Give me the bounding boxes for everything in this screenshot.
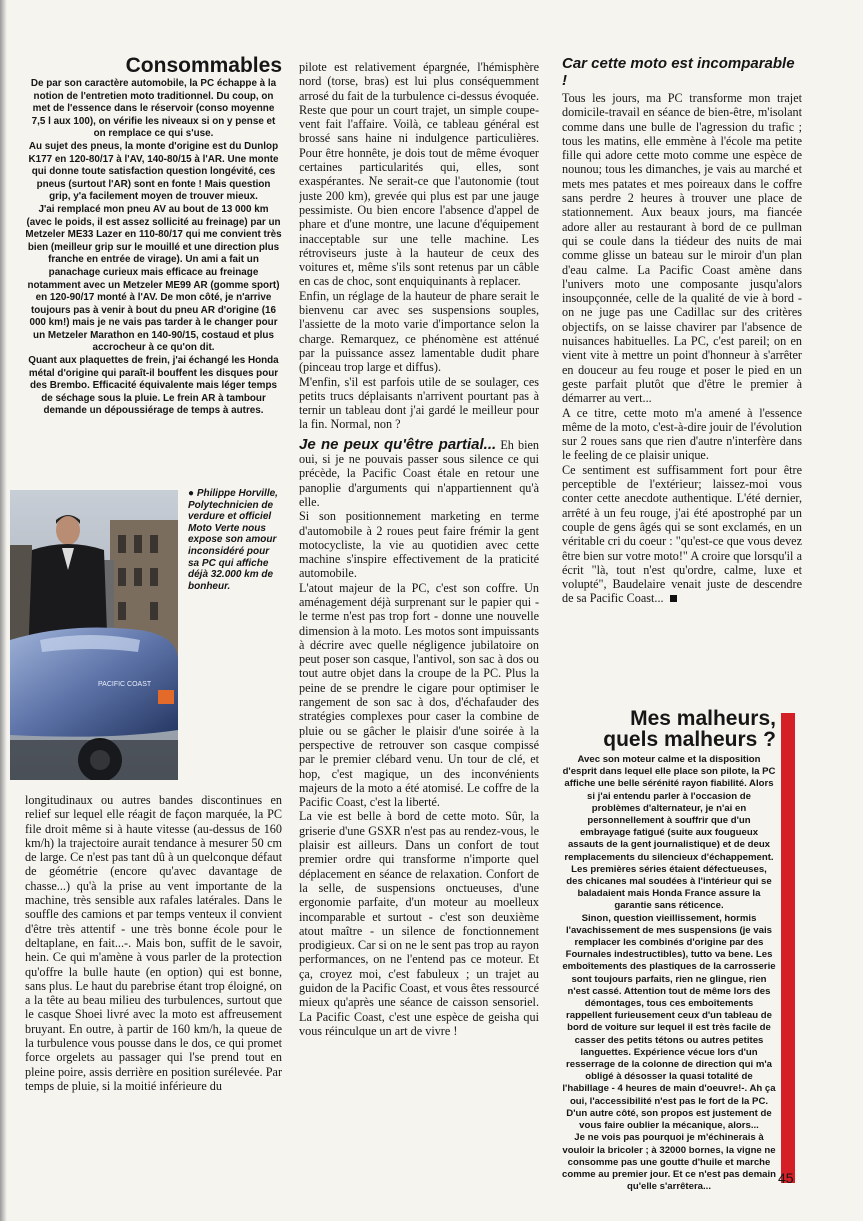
malheurs-paragraph: Avec son moteur calme et la disposition d'esprit dans lequel elle place son pilote, la PC affiche une belle sérénité rayon fiabilité. Alors si j'ai entendu parler à l'occasion de problèmes d'alternateur, je n'ai en personnellement à souffrir que d'un embrayage fatigué (suite aux fougueux assauts de la gent journalistique) et de deux remplacements du silencieux d'échappement. Les premières séries étaient défectueuses, des chicanes mal soudées à l'intérieur qui se baladaient mais Honda France assure la garantie sans réticence. bbox=[562, 754, 776, 912]
article-paragraph: Enfin, un réglage de la hauteur de phare serait le bienvenu car avec ses suspensions souples, l'assiette de la moto varie d'importance selon la charge. Remarquez, ce phénomène est atténué par la puissance assez lamentable dudit phare (pinceau trop large et diffus). bbox=[299, 288, 539, 375]
rider-photo bbox=[10, 490, 178, 780]
article-column-1 bbox=[25, 793, 282, 1093]
subhead-incomparable: Car cette moto est incomparable ! bbox=[562, 55, 795, 89]
subhead-partial: Je ne peux qu'être partial... bbox=[299, 435, 497, 453]
article-paragraph: La vie est belle à bord de cette moto. Sûr, la griserie d'une GSXR n'est pas au rendez-vous, le plaisir est ailleurs. Dans un confort de tout premier ordre qui transforme n'importe quel déplacement en séance de relaxation. Confort de la selle, de suspensions onctueuses, d'une ergonomie parfaite, d'un moteur au moelleux incomparable et surtout - c'est son deuxième atout maître - un silence de fonctionnement prodigieux. Car si on ne le sent pas trop au rayon performances, on ne l'entend pas ce moteur. Et ça, croyez moi, c'est fabuleux ; un trajet au guidon de la Pacific Coast, et vous êtes ressourcé mieux qu'après une séance de caisson sensoriel. La Pacific Coast, c'est une espèce de geisha qui vous réinculque un art de vivre ! bbox=[299, 809, 539, 1038]
article-paragraph: longitudinaux ou autres bandes discontinues en relief sur lequel elle réagit de façon marquée, la PC file droit même si à haute vitesse (au-dessus de 160 km/h) la trajectoire aurait tendance à mesurer 50 cm de large. Ce n'est pas tant dû à un quelconque défaut de géométrie (encore qu'avec davantage de chasse...) qu'à la prise au vent importante de la machine, très sensible aux rafales latérales. Dans le souffle des camions et par temps venteux il convient d'être très attentif - une très bonne école pour le deltaplane, en fait...-. Mais bon, suffit de le savoir, hein. Ce qui m'amène à vous parler de la protection qu'offre la bulle haute (en option) qui est bonne, sans plus. Le haut du parebrise étant trop éloigné, on a la tête au beau milieu des turbulences, surtout que le casque Shoei livré avec la moto est affreusement bruyant. En outre, à partir de 160 km/h, la queue de la turbulence vous pousse dans le dos, ce qui promet force orgelets au passager qui l'se prend tout en pleine poire, assis derrière en position surélevée. Par temps de pluie, si la moitié inférieure du bbox=[25, 793, 282, 1093]
consommables-paragraph: J'ai remplacé mon pneu AV au bout de 13 000 km (avec le poids, il est assez sollicité au freinage) par un Metzeler ME33 Lazer en 110-80/17 qui me convient très bien (meilleur grip sur le mouillé et une direction plus franche en entrée de virage). Un ami a fait un panachage curieux mais efficace au freinage notamment avec un Metzeler ME99 AR (gomme sport) en 120-90/17 monté à l'AV. De mon côté, je n'arrive toujours pas à venir à bout du pneu AR d'origine (16 000 km!) mais je ne vais pas tarder à le changer pour un Metzeler Marathon en 140-90/15, costaud et plus accrocheur à ce qu'on dit. bbox=[25, 203, 282, 354]
rider-photo-illustration bbox=[10, 490, 178, 780]
article-column-2 bbox=[299, 60, 539, 1038]
article-column-3 bbox=[562, 55, 802, 606]
malheurs-paragraph: Je ne vois pas pourquoi je m'échinerais à vouloir la bricoler ; à 32000 bornes, la vigne ne consomme pas une goutte d'huile et marche comme au premier jour. Et ce n'est pas demain qu'elle s'arrêtera... bbox=[562, 1132, 776, 1193]
consommables-box bbox=[25, 55, 282, 418]
consommables-title: Consommables bbox=[125, 55, 282, 77]
bullet-icon: ● bbox=[188, 488, 197, 499]
consommables-paragraph: Quant aux plaquettes de frein, j'ai échangé les Honda métal d'origine qui paraît-il bouffent les disques pour des Brembo. Efficacité équivalente mais léger temps de séchage sous la pluie. Le frein AR à tambour demande un dépoussiérage de temps à autres. bbox=[28, 355, 279, 417]
malheurs-title-line-2: quels malheurs ? bbox=[603, 728, 776, 751]
malheurs-paragraph: Sinon, question vieillissement, hormis l'avachissement de mes suspensions (je vais remplacer les combinés d'origine par des Fournales indestructibles), tutto va bene. Les emboîtements des plastiques de la carrosserie sont toujours parfaits, rien ne glingue, rien n'est cassé. Attention tout de même lors des démontages, tous ces emboîtements rappellent furieusement ceux d'un tableau de bord de voiture sur lequel il est très facile de casser des petits tétons ou autres petites languettes. Expérience vécue lors d'un resserrage de la colonne de direction qui m'a obligé à désosser la quasi totalité de l'habillage - 4 heures de main d'oeuvre!-. Ah ça oui, l'accessibilité n'est pas le fort de la PC. D'un autre côté, son propos est justement de vous faire oublier la mécanique, alors... bbox=[562, 912, 776, 1132]
page-number: 45 bbox=[778, 1170, 794, 1186]
article-paragraph bbox=[299, 435, 539, 509]
article-paragraph-text: Ce sentiment est suffisamment fort pour être perceptible de l'extérieur; laissez-moi vous conter cette anecdote authentique. L'été dernier, arrêté à un feu rouge, j'ai été apostrophé par un couple de gens âgés qui se sont exclamés, en un véritable cri du coeur : "qu'est-ce que vous devez être bien sur votre moto!" A croire que lorsqu'il a écrit "là, tout n'est qu'ordre, calme, luxe et volupté", Baudelaire venait juste de descendre de sa Pacific Coast... bbox=[562, 462, 802, 606]
article-paragraph: M'enfin, s'il est parfois utile de se soulager, ces petits trucs déplaisants n'arrivent pourtant pas à ternir un tableau dont j'ai gardé le meilleur pour la fin. Normal, non ? bbox=[299, 374, 539, 432]
article-paragraph: A ce titre, cette moto m'a amené à l'essence même de la moto, c'est-à-dire jouir de l'évolution sur 2 roues sans que rien d'autre n'interfère dans le feeling de ce plaisir unique. bbox=[562, 405, 802, 463]
photo-caption-text: Philippe Horville, Polytechnicien de verdure et officiel Moto Verte nous expose son amour inconsidéré pour sa PC qui affiche déjà 32.000 km de bonheur. bbox=[188, 488, 278, 592]
page-binding-shadow bbox=[0, 0, 7, 1221]
red-accent-bar bbox=[781, 713, 795, 1183]
article-paragraph: pilote est relativement épargnée, l'hémisphère nord (torse, bras) est lui plus conséquemment arrosé du fait de la turbulence ci-dessus évoquée. Reste que pour un court trajet, un simple coupe-vent fait l'affaire. Voilà, ce tableau général est brossé sans haine ni indulgence particulières. Pour être honnête, je dois tout de même évoquer certaines particularités qui, elles, sont exaspérantes. Ne serait-ce que l'autonomie (tout juste 200 km), grevée qui plus est par une jauge pessimiste. Ou bien encore l'absence d'appel de phare et d'une montre, une lacune d'équipement inacceptable sur une telle machine. Les rétroviseurs juste à la hauteur de ceux des voitures et, même s'ils sont retenus par un câble en cas de choc, sont enquiquinants à replacer. bbox=[299, 60, 539, 289]
article-paragraph: L'atout majeur de la PC, c'est son coffre. Un aménagement déjà surprenant sur le papier qui - le terme n'est pas trop fort - donne une nouvelle dimension à la moto. Les motos sont impuissants à décrire avec quelle négligence jubilatoire on peut poser son casque, l'antivol, son sac à dos ou tout autre objet dans la croupe de la PC. Plus la peine de se prendre le cigare pour optimiser le rangement de son sac à dos, d'échafauder des stratégies complexes pour caser la combine de pluie ou se gâcher le plaisir d'une soirée à la perspective de retrouver son casque compissé par le premier clébard venu. Un tour de clé, et hop, c'est magique, un des inconvénients majeurs de la moto a été atomisé. Le coffre de la Pacific Coast, c'est la liberté. bbox=[299, 580, 539, 810]
malheurs-title bbox=[562, 708, 776, 750]
consommables-paragraph: De par son caractère automobile, la PC échappe à la notion de l'entretien moto traditionnel. Du coup, on met de l'essence dans le réservoir (conso moyenne 7,5 l aux 100), on vérifie les niveaux si on y pense et on remplace ce qui s'use. bbox=[30, 78, 277, 140]
bike-badge-text: PACIFIC COAST bbox=[98, 681, 152, 688]
malheurs-title-line-1: Mes malheurs, bbox=[630, 708, 776, 730]
consommables-paragraph: Au sujet des pneus, la monte d'origine est du Dunlop K177 en 120-80/17 à l'AV, 140-80/15 à l'AR. Une monte qui donne toute satisfaction question longévité, ces pneus (surtout l'AR) sont en fonte ! Mais question grip, y'a facilement moyen de trouver mieux. bbox=[28, 140, 279, 203]
article-paragraph bbox=[562, 463, 802, 606]
end-of-article-icon bbox=[670, 595, 677, 602]
article-paragraph: Tous les jours, ma PC transforme mon trajet domicile-travail en séance de bien-être, m'isolant comme dans une bulle de l'agression du trafic ; tous les matins, elle emmène à l'école ma petite fille qui adore cette moto comme une espèce de nounou; tous les dimanches, je vais au marché et mets mes patates et mes poireaux dans le coffre sans perdre 2 heures à trouver une place de stationnement. Aux beaux jours, ma fiancée adore aller au restaurant à bord de ce pullman qui se coule dans la tiédeur des nuits de mai comme glisse un bateau sur le miroir d'un plan d'eau calme. La Pacific Coast amène dans l'univers moto une composante jusqu'alors insoupçonnée, celle de la qualité de vie à bord - on ne juge pas une Cadillac sur des critères objectifs, on se laisse chavirer par l'absence de nuisances habituelles. La PC, c'est pareil; on en vient vite à mettre un point d'honneur à s'arrêter en douceur au feu rouge et poser le pied en un geste parfait plutôt que d'être le premier à démarrer au vert... bbox=[562, 91, 802, 406]
malheurs-box bbox=[562, 708, 776, 1193]
photo-caption bbox=[188, 488, 282, 592]
partial-text: Eh bien oui, si je ne pouvais passer sous silence ce qui précède, la Pacific Coast étale en retour une panoplie d'arguments qui n'appartiennent qu'à elle. bbox=[299, 437, 539, 509]
article-paragraph: Si son positionnement marketing en terme d'automobile à 2 roues peut faire frémir la gent motocycliste, la vie au quotidien avec cette machine s'inspire effectivement de la praticité automobile. bbox=[299, 509, 539, 581]
